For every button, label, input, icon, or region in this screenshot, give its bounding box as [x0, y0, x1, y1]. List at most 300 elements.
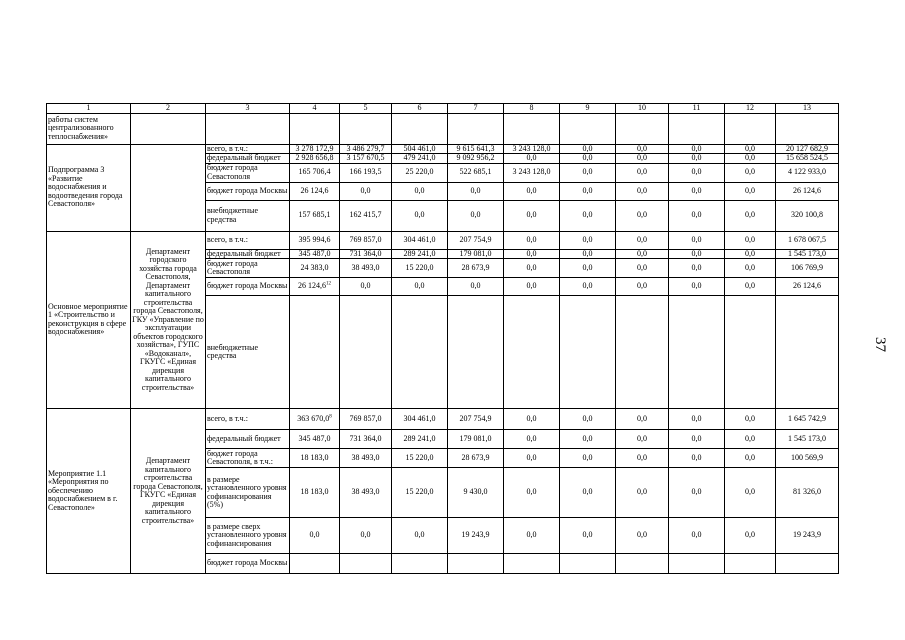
value-text: 179 081,0: [459, 249, 492, 258]
value-cell: [392, 182, 448, 200]
value-cell: [448, 518, 504, 554]
value-cell: [669, 296, 725, 409]
column-header: 4: [290, 104, 340, 114]
value-cell: [290, 518, 340, 554]
footnote-mark: 12: [326, 281, 331, 287]
value-text: 363 670,0: [297, 413, 330, 423]
value-text: 0,0: [526, 433, 537, 443]
value-cell: [340, 231, 392, 249]
value-cell: [776, 144, 839, 154]
page-number: 37: [872, 337, 888, 352]
value-text: 0,0: [745, 487, 755, 497]
value-cell: [504, 430, 560, 449]
column-header: 11: [669, 104, 725, 114]
value-cell: [392, 554, 448, 574]
value-cell: [340, 144, 392, 154]
value-cell: [290, 231, 340, 249]
value-cell: [725, 182, 776, 200]
value-text: 320 100,8: [791, 210, 823, 220]
table-row: [47, 113, 839, 144]
value-cell: [560, 231, 616, 249]
value-cell: [616, 144, 669, 154]
value-cell: [504, 259, 560, 278]
value-cell: [504, 182, 560, 200]
value-cell: [290, 154, 340, 164]
value-text: 0,0: [582, 210, 593, 220]
value-cell: [725, 518, 776, 554]
value-cell: [725, 468, 776, 518]
value-cell: [290, 296, 340, 409]
value-cell: [290, 430, 340, 449]
executor-cell: Департамент городского хозяйства города Севастополя, Департамент капитального строительства города Севастополя, ГКУ «Управление по эксплуатации объектов городского хозяйства», ГУПС «Водоканал», ГКУГС «Единая дирекция капитального строительства»: [131, 231, 206, 409]
value-text: 0,0: [745, 153, 755, 162]
value-text: 26 124,6: [793, 185, 821, 195]
value-cell: [290, 468, 340, 518]
value-text: 0,0: [691, 234, 702, 244]
value-text: 0,0: [582, 234, 593, 244]
value-cell: [669, 518, 725, 554]
value-cell: [504, 231, 560, 249]
value-text: 207 754,9: [459, 234, 492, 244]
value-text: 15 220,0: [405, 452, 434, 462]
value-cell: [340, 518, 392, 554]
value-text: 0,0: [691, 210, 702, 220]
value-cell: [392, 296, 448, 409]
value-cell: [616, 468, 669, 518]
value-text: 106 769,9: [791, 262, 823, 272]
value-text: 0,0: [745, 249, 755, 258]
value-cell: [504, 468, 560, 518]
value-cell: [504, 296, 560, 409]
value-text: 0,0: [582, 452, 593, 462]
value-cell: [340, 449, 392, 468]
value-text: 0,0: [637, 249, 647, 258]
value-cell: [616, 278, 669, 296]
value-cell: [616, 296, 669, 409]
value-cell: [669, 278, 725, 296]
value-cell: [448, 200, 504, 231]
value-cell: [776, 468, 839, 518]
value-cell: [392, 278, 448, 296]
value-cell: [776, 259, 839, 278]
value-cell: [669, 409, 725, 430]
value-text: 0,0: [691, 249, 702, 258]
value-text: 0,0: [526, 153, 537, 162]
value-cell: [776, 554, 839, 574]
value-cell: [776, 182, 839, 200]
value-text: 0,0: [526, 487, 537, 497]
value-text: 0,0: [637, 281, 647, 291]
value-cell: [776, 430, 839, 449]
value-text: 395 994,6: [298, 234, 331, 244]
value-cell: [616, 409, 669, 430]
value-cell: [560, 249, 616, 259]
value-text: 19 243,9: [793, 530, 821, 540]
value-text: 0,0: [526, 185, 537, 195]
value-text: 0,0: [637, 167, 647, 177]
column-header: 10: [616, 104, 669, 114]
value-text: 0,0: [691, 530, 702, 540]
value-cell: [725, 278, 776, 296]
value-cell: [725, 409, 776, 430]
value-text: 0,0: [526, 210, 537, 220]
value-cell: [776, 249, 839, 259]
value-text: 0,0: [745, 530, 755, 540]
value-cell: [340, 296, 392, 409]
value-cell: [504, 144, 560, 154]
value-text: 0,0: [691, 185, 702, 195]
value-cell: [340, 154, 392, 164]
empty-cell: [290, 113, 340, 144]
value-text: 9 092 956,2: [456, 153, 495, 162]
value-text: 3 278 172,9: [295, 144, 334, 153]
value-cell: [560, 468, 616, 518]
value-text: 0,0: [637, 234, 647, 244]
value-text: 0,0: [745, 167, 755, 177]
empty-cell: [669, 113, 725, 144]
value-text: 3 243 128,0: [512, 144, 551, 153]
value-cell: [776, 409, 839, 430]
value-cell: [776, 163, 839, 182]
value-text: 0,0: [637, 413, 647, 423]
value-text: 0,0: [637, 210, 647, 220]
value-cell: [504, 249, 560, 259]
value-text: 479 241,0: [403, 153, 436, 162]
empty-cell: [340, 113, 392, 144]
value-text: 0,0: [414, 185, 425, 195]
value-text: 15 220,0: [405, 487, 434, 497]
value-cell: [669, 144, 725, 154]
value-cell: [290, 200, 340, 231]
funding-source-cell: внебюджетные средства: [206, 296, 290, 409]
empty-cell: [616, 113, 669, 144]
value-text: 1 545 173,0: [788, 249, 826, 258]
value-cell: [560, 296, 616, 409]
value-cell: [560, 430, 616, 449]
value-text: 0,0: [637, 452, 647, 462]
value-text: 18 183,0: [300, 452, 329, 462]
value-text: 0,0: [582, 487, 593, 497]
funding-source-cell: бюджет города Москвы: [206, 182, 290, 200]
value-cell: [504, 163, 560, 182]
value-text: 504 461,0: [403, 144, 436, 153]
value-cell: [560, 554, 616, 574]
value-cell: [725, 430, 776, 449]
value-cell: [290, 259, 340, 278]
value-cell: [290, 554, 340, 574]
empty-cell: [206, 113, 290, 144]
funding-source-cell: бюджет города Москвы: [206, 554, 290, 574]
empty-cell: [448, 113, 504, 144]
value-cell: [340, 278, 392, 296]
value-text: 0,0: [745, 262, 755, 272]
value-cell: [776, 449, 839, 468]
value-cell: [560, 518, 616, 554]
value-cell: [448, 554, 504, 574]
value-cell: [448, 278, 504, 296]
funding-source-cell: бюджет города Севастополя, в т.ч.:: [206, 449, 290, 468]
value-text: 0,0: [526, 281, 537, 291]
value-text: 0,0: [526, 413, 537, 423]
value-text: 0,0: [582, 413, 593, 423]
column-header: 2: [131, 104, 206, 114]
value-cell: [290, 182, 340, 200]
value-text: 304 461,0: [403, 413, 436, 423]
footnote-mark: 8: [329, 414, 332, 420]
value-cell: [340, 200, 392, 231]
column-header: 3: [206, 104, 290, 114]
value-text: 9 615 641,3: [456, 144, 495, 153]
value-cell: [392, 518, 448, 554]
value-cell: [340, 259, 392, 278]
value-cell: [340, 468, 392, 518]
value-text: 0,0: [526, 249, 537, 258]
value-text: 179 081,0: [459, 433, 492, 443]
value-text: 0,0: [691, 413, 702, 423]
value-text: 0,0: [582, 167, 593, 177]
table-header-row: [47, 104, 839, 114]
value-text: 2 928 656,8: [295, 153, 334, 162]
value-cell: [725, 296, 776, 409]
value-text: 0,0: [691, 452, 702, 462]
value-cell: [448, 468, 504, 518]
value-cell: [776, 518, 839, 554]
value-text: 0,0: [637, 487, 647, 497]
value-text: 1 645 742,9: [788, 413, 826, 423]
value-text: 0,0: [360, 185, 371, 195]
funding-source-cell: всего, в т.ч.:: [206, 231, 290, 249]
value-cell: [776, 296, 839, 409]
program-name-cell: работы систем централизованного теплоснабжения»: [47, 113, 131, 144]
value-text: 0,0: [745, 210, 755, 220]
value-text: 0,0: [637, 433, 647, 443]
value-text: 1 545 173,0: [788, 433, 826, 443]
value-cell: [669, 259, 725, 278]
table-row: [47, 144, 839, 154]
funding-source-cell: федеральный бюджет: [206, 430, 290, 449]
value-text: 0,0: [414, 281, 425, 291]
value-cell: [448, 430, 504, 449]
column-header: 8: [504, 104, 560, 114]
value-cell: [616, 259, 669, 278]
value-text: 0,0: [745, 281, 755, 291]
value-text: 81 326,0: [793, 487, 821, 497]
value-text: 157 685,1: [298, 210, 331, 220]
value-text: 0,0: [470, 281, 481, 291]
value-text: 26 124,6: [298, 281, 326, 291]
value-cell: [669, 200, 725, 231]
value-cell: [340, 430, 392, 449]
value-cell: [725, 200, 776, 231]
value-cell: [616, 554, 669, 574]
value-cell: [504, 554, 560, 574]
funding-source-cell: в размере установленного уровня софинансирования (5%): [206, 468, 290, 518]
value-text: 0,0: [470, 185, 481, 195]
value-cell: [776, 154, 839, 164]
value-cell: [725, 249, 776, 259]
funding-source-cell: бюджет города Севастополя: [206, 163, 290, 182]
value-text: 0,0: [691, 487, 702, 497]
value-cell: [392, 249, 448, 259]
value-text: 19 243,9: [461, 530, 490, 540]
column-header: 12: [725, 104, 776, 114]
table-row: [47, 409, 839, 430]
value-cell: [560, 154, 616, 164]
funding-source-cell: всего, в т.ч.:: [206, 144, 290, 154]
value-text: 165 706,4: [298, 167, 331, 177]
value-cell: [560, 200, 616, 231]
value-text: 345 487,0: [298, 433, 331, 443]
value-text: 731 364,0: [349, 433, 382, 443]
empty-cell: [725, 113, 776, 144]
value-cell: [340, 409, 392, 430]
value-text: 0,0: [582, 185, 593, 195]
value-cell: [725, 163, 776, 182]
value-text: 0,0: [637, 144, 647, 153]
value-cell: [560, 409, 616, 430]
value-text: 0,0: [691, 433, 702, 443]
value-text: 0,0: [691, 281, 702, 291]
value-cell: [392, 231, 448, 249]
value-cell: [340, 249, 392, 259]
value-text: 207 754,9: [459, 413, 492, 423]
value-cell: [616, 163, 669, 182]
value-text: 100 569,9: [791, 452, 823, 462]
value-cell: [290, 249, 340, 259]
measure-name-cell: Основное мероприятие 1 «Строительство и реконструкция в сфере водоснабжения»: [47, 231, 131, 409]
value-cell: [448, 249, 504, 259]
funding-source-cell: федеральный бюджет: [206, 249, 290, 259]
value-text: 289 241,0: [403, 433, 436, 443]
value-cell: [560, 182, 616, 200]
funding-source-cell: внебюджетные средства: [206, 200, 290, 231]
value-text: 24 383,0: [300, 262, 329, 272]
value-text: 26 124,6: [300, 185, 329, 195]
funding-source-cell: бюджет города Севастополя: [206, 259, 290, 278]
value-cell: [392, 200, 448, 231]
column-header: 9: [560, 104, 616, 114]
value-cell: [616, 518, 669, 554]
value-cell: [725, 259, 776, 278]
value-cell: [392, 409, 448, 430]
value-cell: [448, 154, 504, 164]
value-cell: [392, 449, 448, 468]
value-text: 3 486 279,7: [346, 144, 385, 153]
column-header: 13: [776, 104, 839, 114]
value-text: 28 673,9: [461, 262, 490, 272]
value-cell: [669, 430, 725, 449]
empty-cell: [776, 113, 839, 144]
empty-cell: [560, 113, 616, 144]
value-text: 0,0: [745, 413, 755, 423]
value-cell: [669, 163, 725, 182]
value-text: 0,0: [691, 167, 702, 177]
value-text: 345 487,0: [298, 249, 331, 258]
value-cell: [669, 154, 725, 164]
value-cell: [560, 449, 616, 468]
value-text: 0,0: [470, 210, 481, 220]
value-cell: [560, 278, 616, 296]
value-text: 0,0: [526, 234, 537, 244]
value-text: 0,0: [360, 530, 371, 540]
funding-source-cell: федеральный бюджет: [206, 154, 290, 164]
value-cell: [669, 249, 725, 259]
value-cell: [669, 231, 725, 249]
value-text: 0,0: [745, 234, 755, 244]
value-cell: [776, 231, 839, 249]
empty-cell: [131, 113, 206, 144]
value-text: 4 122 933,0: [788, 167, 826, 177]
value-cell: [616, 154, 669, 164]
value-cell: [504, 409, 560, 430]
value-text: 15 220,0: [405, 262, 434, 272]
value-cell: [448, 449, 504, 468]
value-cell: [504, 278, 560, 296]
value-text: 3 243 128,0: [512, 167, 551, 177]
value-cell: [448, 259, 504, 278]
budget-table: [46, 103, 839, 574]
value-text: 769 857,0: [349, 413, 382, 423]
value-cell: [448, 163, 504, 182]
measure-name-cell: Мероприятие 1.1 «Мероприятия по обеспечению водоснабжением в г. Севастополе»: [47, 409, 131, 574]
empty-cell: [504, 113, 560, 144]
value-text: 0,0: [637, 262, 647, 272]
value-cell: [504, 154, 560, 164]
value-cell: [340, 554, 392, 574]
executor-cell: [131, 144, 206, 231]
value-text: 0,0: [582, 144, 593, 153]
value-cell: [616, 249, 669, 259]
value-text: 731 364,0: [349, 249, 382, 258]
value-cell: [504, 518, 560, 554]
empty-cell: [392, 113, 448, 144]
value-cell: [560, 259, 616, 278]
value-text: 0,0: [360, 281, 371, 291]
value-cell: [290, 278, 340, 296]
value-cell: [392, 163, 448, 182]
value-text: 0,0: [637, 185, 647, 195]
value-cell: [616, 430, 669, 449]
value-cell: [560, 163, 616, 182]
value-cell: [448, 409, 504, 430]
value-cell: [560, 144, 616, 154]
value-cell: [725, 449, 776, 468]
value-cell: [669, 468, 725, 518]
value-cell: [392, 430, 448, 449]
value-cell: [616, 200, 669, 231]
value-text: 0,0: [526, 530, 537, 540]
value-text: 162 415,7: [349, 210, 382, 220]
value-text: 0,0: [745, 144, 755, 153]
value-cell: [340, 182, 392, 200]
value-cell: [725, 554, 776, 574]
value-cell: [669, 182, 725, 200]
funding-source-cell: бюджет города Москвы: [206, 278, 290, 296]
funding-source-cell: в размере сверх установленного уровня софинансирования: [206, 518, 290, 554]
value-cell: [725, 154, 776, 164]
value-cell: [290, 144, 340, 154]
value-text: 26 124,6: [793, 281, 821, 291]
value-text: 0,0: [582, 433, 593, 443]
value-text: 0,0: [582, 281, 593, 291]
value-text: 18 183,0: [300, 487, 329, 497]
value-cell: [669, 554, 725, 574]
value-cell: [392, 144, 448, 154]
value-cell: [448, 296, 504, 409]
value-cell: [448, 144, 504, 154]
value-text: 0,0: [691, 262, 702, 272]
column-header: 1: [47, 104, 131, 114]
